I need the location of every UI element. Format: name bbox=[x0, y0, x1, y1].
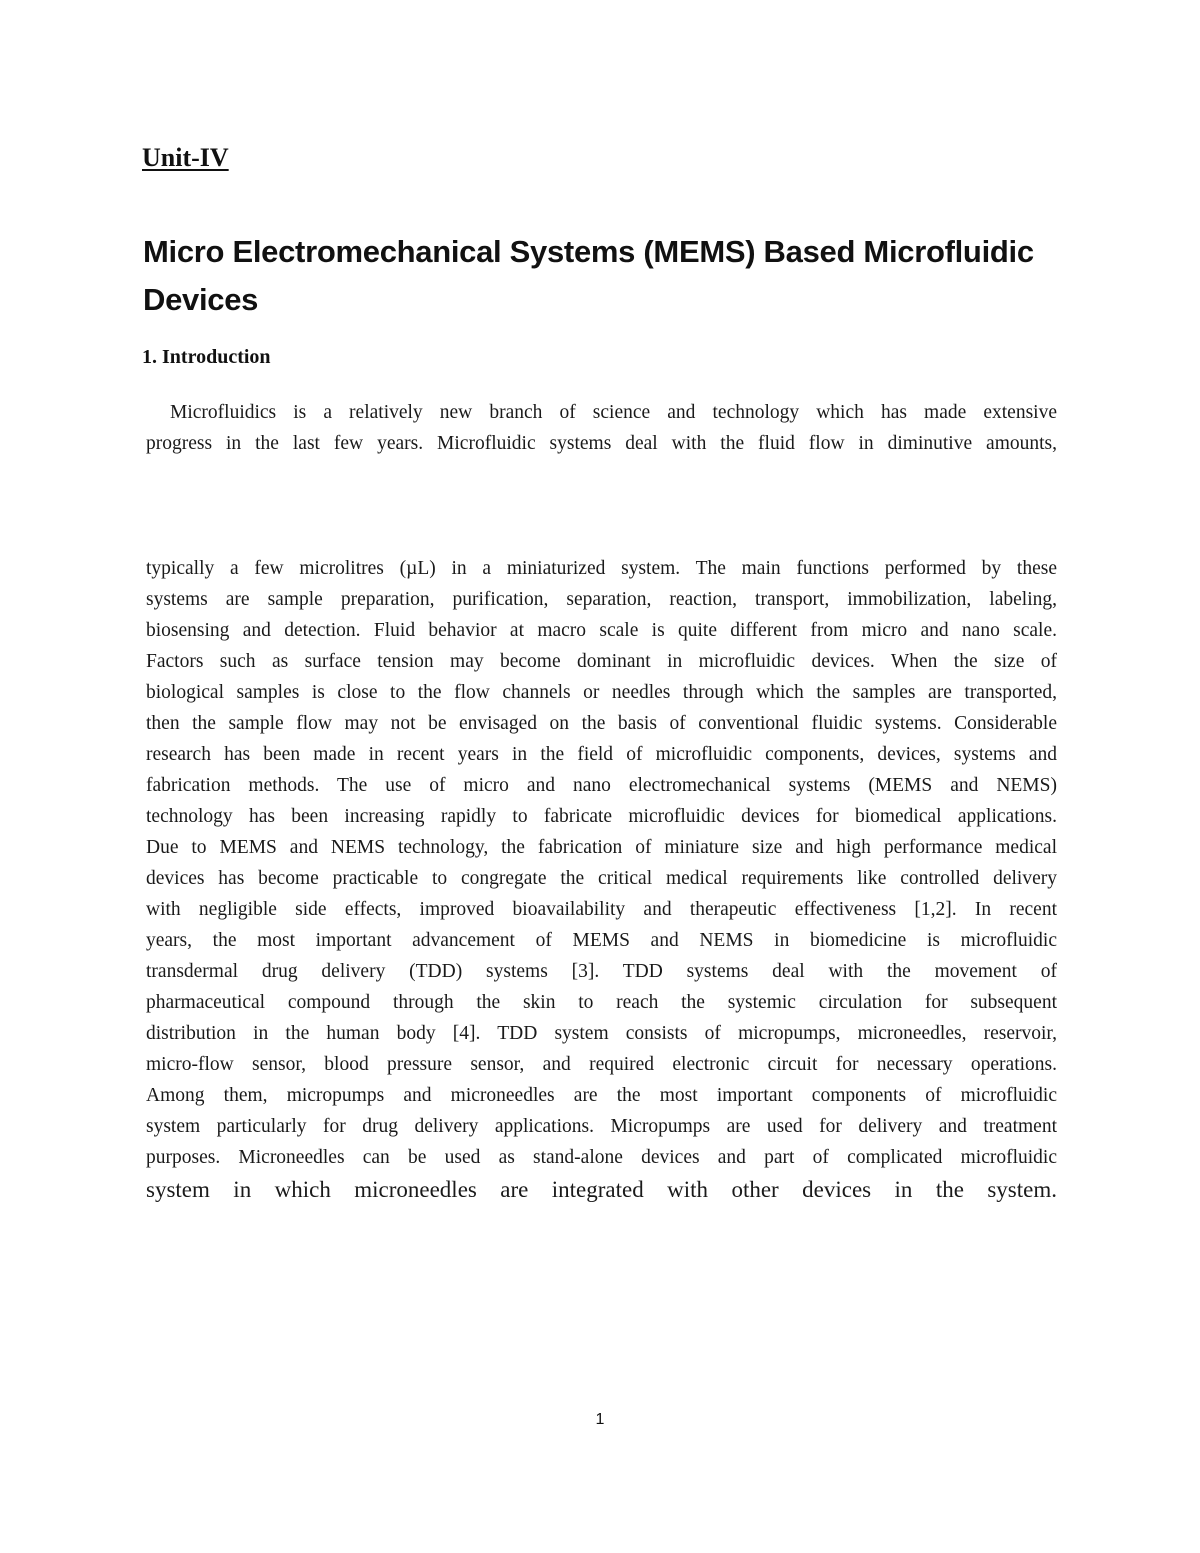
paragraph-line: transdermal drug delivery (TDD) systems [3]. TDD systems deal with the movement of bbox=[146, 961, 1057, 982]
paragraph-line: fabrication methods. The use of micro and nano electromechanical systems (MEMS and NEMS) bbox=[146, 775, 1057, 796]
paragraph-line: typically a few microlitres (µL) in a miniaturized system. The main functions performed by these bbox=[146, 558, 1057, 579]
paragraph-line: Factors such as surface tension may become dominant in microfluidic devices. When the size of bbox=[146, 651, 1057, 672]
body-paragraph bbox=[146, 553, 1057, 1207]
paragraph-line: research has been made in recent years in the field of microfluidic components, devices, systems and bbox=[146, 744, 1057, 765]
paragraph-line: then the sample flow may not be envisaged on the basis of conventional fluidic systems. Considerable bbox=[146, 713, 1057, 734]
title-line-2: Devices bbox=[143, 282, 259, 317]
paragraph-line: Due to MEMS and NEMS technology, the fabrication of miniature size and high performance medical bbox=[146, 837, 1057, 858]
paragraph-line: Microfluidics is a relatively new branch of science and technology which has made extensive bbox=[170, 402, 1057, 423]
document-title bbox=[143, 228, 1063, 324]
paragraph-line: micro-flow sensor, blood pressure sensor, and required electronic circuit for necessary operations. bbox=[146, 1054, 1057, 1075]
paragraph-line: system in which microneedles are integrated with other devices in the system. bbox=[146, 1177, 1057, 1202]
paragraph-line: years, the most important advancement of MEMS and NEMS in biomedicine is microfluidic bbox=[146, 930, 1057, 951]
intro-paragraph bbox=[146, 397, 1057, 459]
paragraph-line: purposes. Microneedles can be used as stand-alone devices and part of complicated microfluidic bbox=[146, 1147, 1057, 1168]
paragraph-line: distribution in the human body [4]. TDD system consists of micropumps, microneedles, reservoir, bbox=[146, 1023, 1057, 1044]
paragraph-line: pharmaceutical compound through the skin to reach the systemic circulation for subsequent bbox=[146, 992, 1057, 1013]
paragraph-line: technology has been increasing rapidly to fabricate microfluidic devices for biomedical applications. bbox=[146, 806, 1057, 827]
paragraph-line: systems are sample preparation, purification, separation, reaction, transport, immobilization, labeling, bbox=[146, 589, 1057, 610]
title-line-1: Micro Electromechanical Systems (MEMS) Based Microfluidic bbox=[143, 234, 1034, 269]
page-number: 1 bbox=[595, 1411, 605, 1428]
paragraph-line: system particularly for drug delivery applications. Micropumps are used for delivery and treatment bbox=[146, 1116, 1057, 1137]
paragraph-line: biological samples is close to the flow channels or needles through which the samples are transported, bbox=[146, 682, 1057, 703]
unit-heading: Unit-IV bbox=[142, 143, 229, 172]
paragraph-line: Among them, micropumps and microneedles are the most important components of microfluidic bbox=[146, 1085, 1057, 1106]
paragraph-line: devices has become practicable to congregate the critical medical requirements like controlled delivery bbox=[146, 868, 1057, 889]
paragraph-line: with negligible side effects, improved bioavailability and therapeutic effectiveness [1,2]. In recent bbox=[146, 899, 1057, 920]
section-heading-introduction: 1. Introduction bbox=[142, 346, 271, 368]
paragraph-line: progress in the last few years. Microfluidic systems deal with the fluid flow in diminutive amounts, bbox=[146, 433, 1057, 454]
paragraph-line: biosensing and detection. Fluid behavior at macro scale is quite different from micro and nano scale. bbox=[146, 620, 1057, 641]
